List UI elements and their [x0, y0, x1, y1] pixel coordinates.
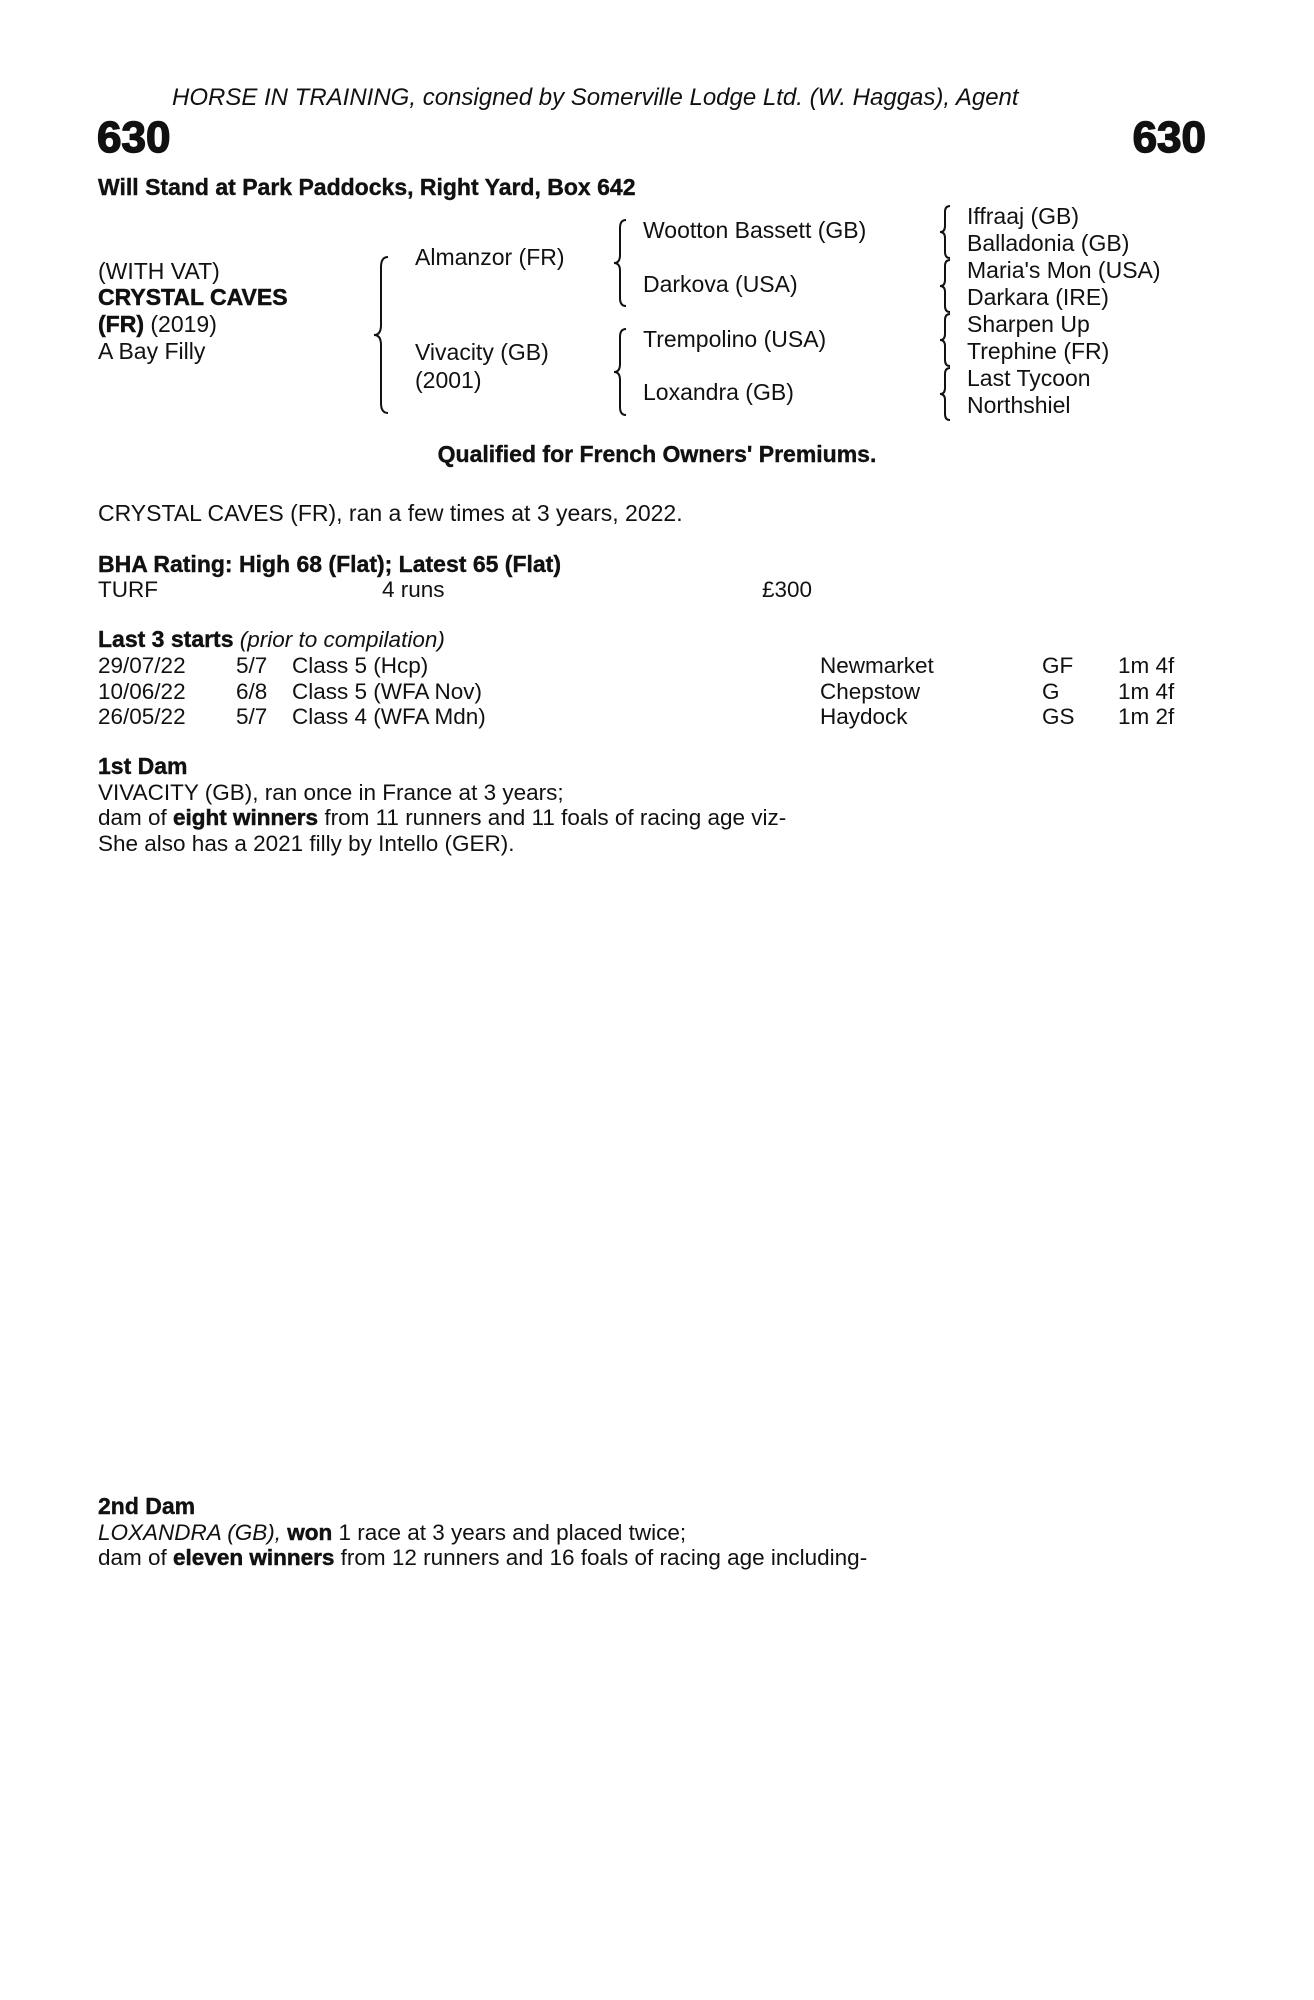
brace-icon-4	[938, 366, 954, 422]
bha-rating: BHA Rating: High 68 (Flat); Latest 65 (Flat)	[98, 551, 561, 577]
start-date: 29/07/22	[98, 653, 186, 678]
table-row	[98, 679, 1218, 705]
starts-heading	[98, 627, 445, 653]
start-going: GF	[1042, 653, 1074, 678]
turf-earnings: £300	[762, 577, 813, 602]
lot-number-left: 630	[97, 113, 171, 162]
start-race: Class 4 (WFA Mdn)	[292, 704, 486, 729]
dam-of-text: dam of	[98, 1545, 174, 1570]
first-dam-section	[98, 754, 1206, 856]
grandsire-7: Last Tycoon	[967, 365, 1091, 391]
lot-number-right: 630	[1132, 113, 1206, 162]
winners-count: eight winners	[173, 805, 319, 830]
start-date: 10/06/22	[98, 678, 186, 704]
vat-note: (WITH VAT)	[98, 258, 220, 284]
first-dam-heading: 1st Dam	[98, 753, 188, 779]
horse-country: (FR)	[98, 311, 144, 337]
brace-icon-3	[938, 312, 954, 368]
dam-brace-icon	[612, 327, 630, 417]
first-dam-produce	[98, 805, 1206, 831]
dam-dam: Loxandra (GB)	[643, 379, 794, 405]
sire-sire: Wootton Bassett (GB)	[643, 217, 867, 243]
dam-sire: Trempolino (USA)	[643, 326, 827, 352]
brace-icon-2	[938, 258, 954, 314]
grandsire-8: Northshiel	[967, 392, 1071, 418]
start-distance: 1m 2f	[1118, 704, 1175, 729]
start-date: 26/05/22	[98, 704, 186, 729]
horse-year: (2019)	[143, 311, 217, 337]
sire-dam: Darkova (USA)	[643, 271, 798, 297]
first-dam-intro: VIVACITY (GB), ran once in France at 3 years;	[98, 779, 564, 805]
start-distance: 1m 4f	[1118, 653, 1175, 678]
grandsire-6: Trephine (FR)	[967, 338, 1110, 364]
second-dam-heading: 2nd Dam	[98, 1493, 196, 1519]
main-brace-icon	[372, 255, 392, 415]
table-row	[98, 653, 1218, 679]
runners-text: from 11 runners and 11 foals of racing age viz-	[318, 805, 787, 830]
start-course: Newmarket	[820, 653, 934, 678]
second-dam-produce	[98, 1545, 1206, 1571]
second-dam-won: won	[287, 1519, 333, 1545]
start-going: G	[1042, 678, 1060, 704]
start-race: Class 5 (Hcp)	[292, 653, 429, 678]
winners-count: eleven winners	[173, 1545, 335, 1570]
brace-icon-1	[938, 204, 954, 260]
grandsire-1: Iffraaj (GB)	[967, 203, 1080, 229]
start-position: 6/8	[236, 678, 268, 704]
grandsire-3: Maria's Mon (USA)	[967, 257, 1161, 283]
qualified-note: Qualified for French Owners' Premiums.	[437, 441, 877, 467]
horse-name-line2	[98, 312, 217, 338]
dam-year: (2001)	[415, 367, 482, 393]
start-position: 5/7	[236, 653, 268, 678]
first-dam-closing: She also has a 2021 filly by Intello (GER).	[98, 830, 515, 856]
race-summary: CRYSTAL CAVES (FR), ran a few times at 3 years, 2022.	[98, 500, 683, 526]
second-dam-intro	[98, 1520, 1206, 1546]
grandsire-2: Balladonia (GB)	[967, 230, 1130, 256]
second-dam-record: 1 race at 3 years and placed twice;	[332, 1519, 687, 1545]
stand-location: Will Stand at Park Paddocks, Right Yard, Box 642	[98, 174, 636, 200]
starts-note: (prior to compilation)	[233, 627, 445, 652]
grandsire-4: Darkara (IRE)	[967, 284, 1109, 310]
sire-name: Almanzor (FR)	[415, 244, 565, 270]
start-position: 5/7	[236, 704, 268, 729]
start-course: Chepstow	[820, 678, 921, 704]
dam-name: Vivacity (GB)	[415, 339, 549, 365]
start-distance: 1m 4f	[1118, 678, 1175, 704]
start-going: GS	[1042, 704, 1075, 729]
table-row	[98, 704, 1218, 730]
horse-name: CRYSTAL CAVES	[98, 284, 288, 310]
starts-title: Last 3 starts	[98, 626, 234, 652]
turf-label: TURF	[98, 577, 158, 602]
second-dam-section	[98, 1494, 1206, 1571]
turf-runs: 4 runs	[382, 577, 445, 602]
consignment-line: HORSE IN TRAINING, consigned by Somerville Lodge Ltd. (W. Haggas), Agent	[172, 84, 1019, 111]
runners-text: from 12 runners and 16 foals of racing age including-	[334, 1545, 868, 1570]
sire-brace-icon	[612, 218, 630, 308]
starts-table	[98, 653, 1218, 730]
start-race: Class 5 (WFA Nov)	[292, 678, 483, 704]
start-course: Haydock	[820, 704, 908, 729]
dam-of-text: dam of	[98, 805, 174, 830]
horse-sex: A Bay Filly	[98, 338, 206, 364]
second-dam-sep: ,	[274, 1519, 288, 1545]
second-dam-name: LOXANDRA (GB)	[98, 1519, 275, 1545]
grandsire-5: Sharpen Up	[967, 311, 1090, 337]
